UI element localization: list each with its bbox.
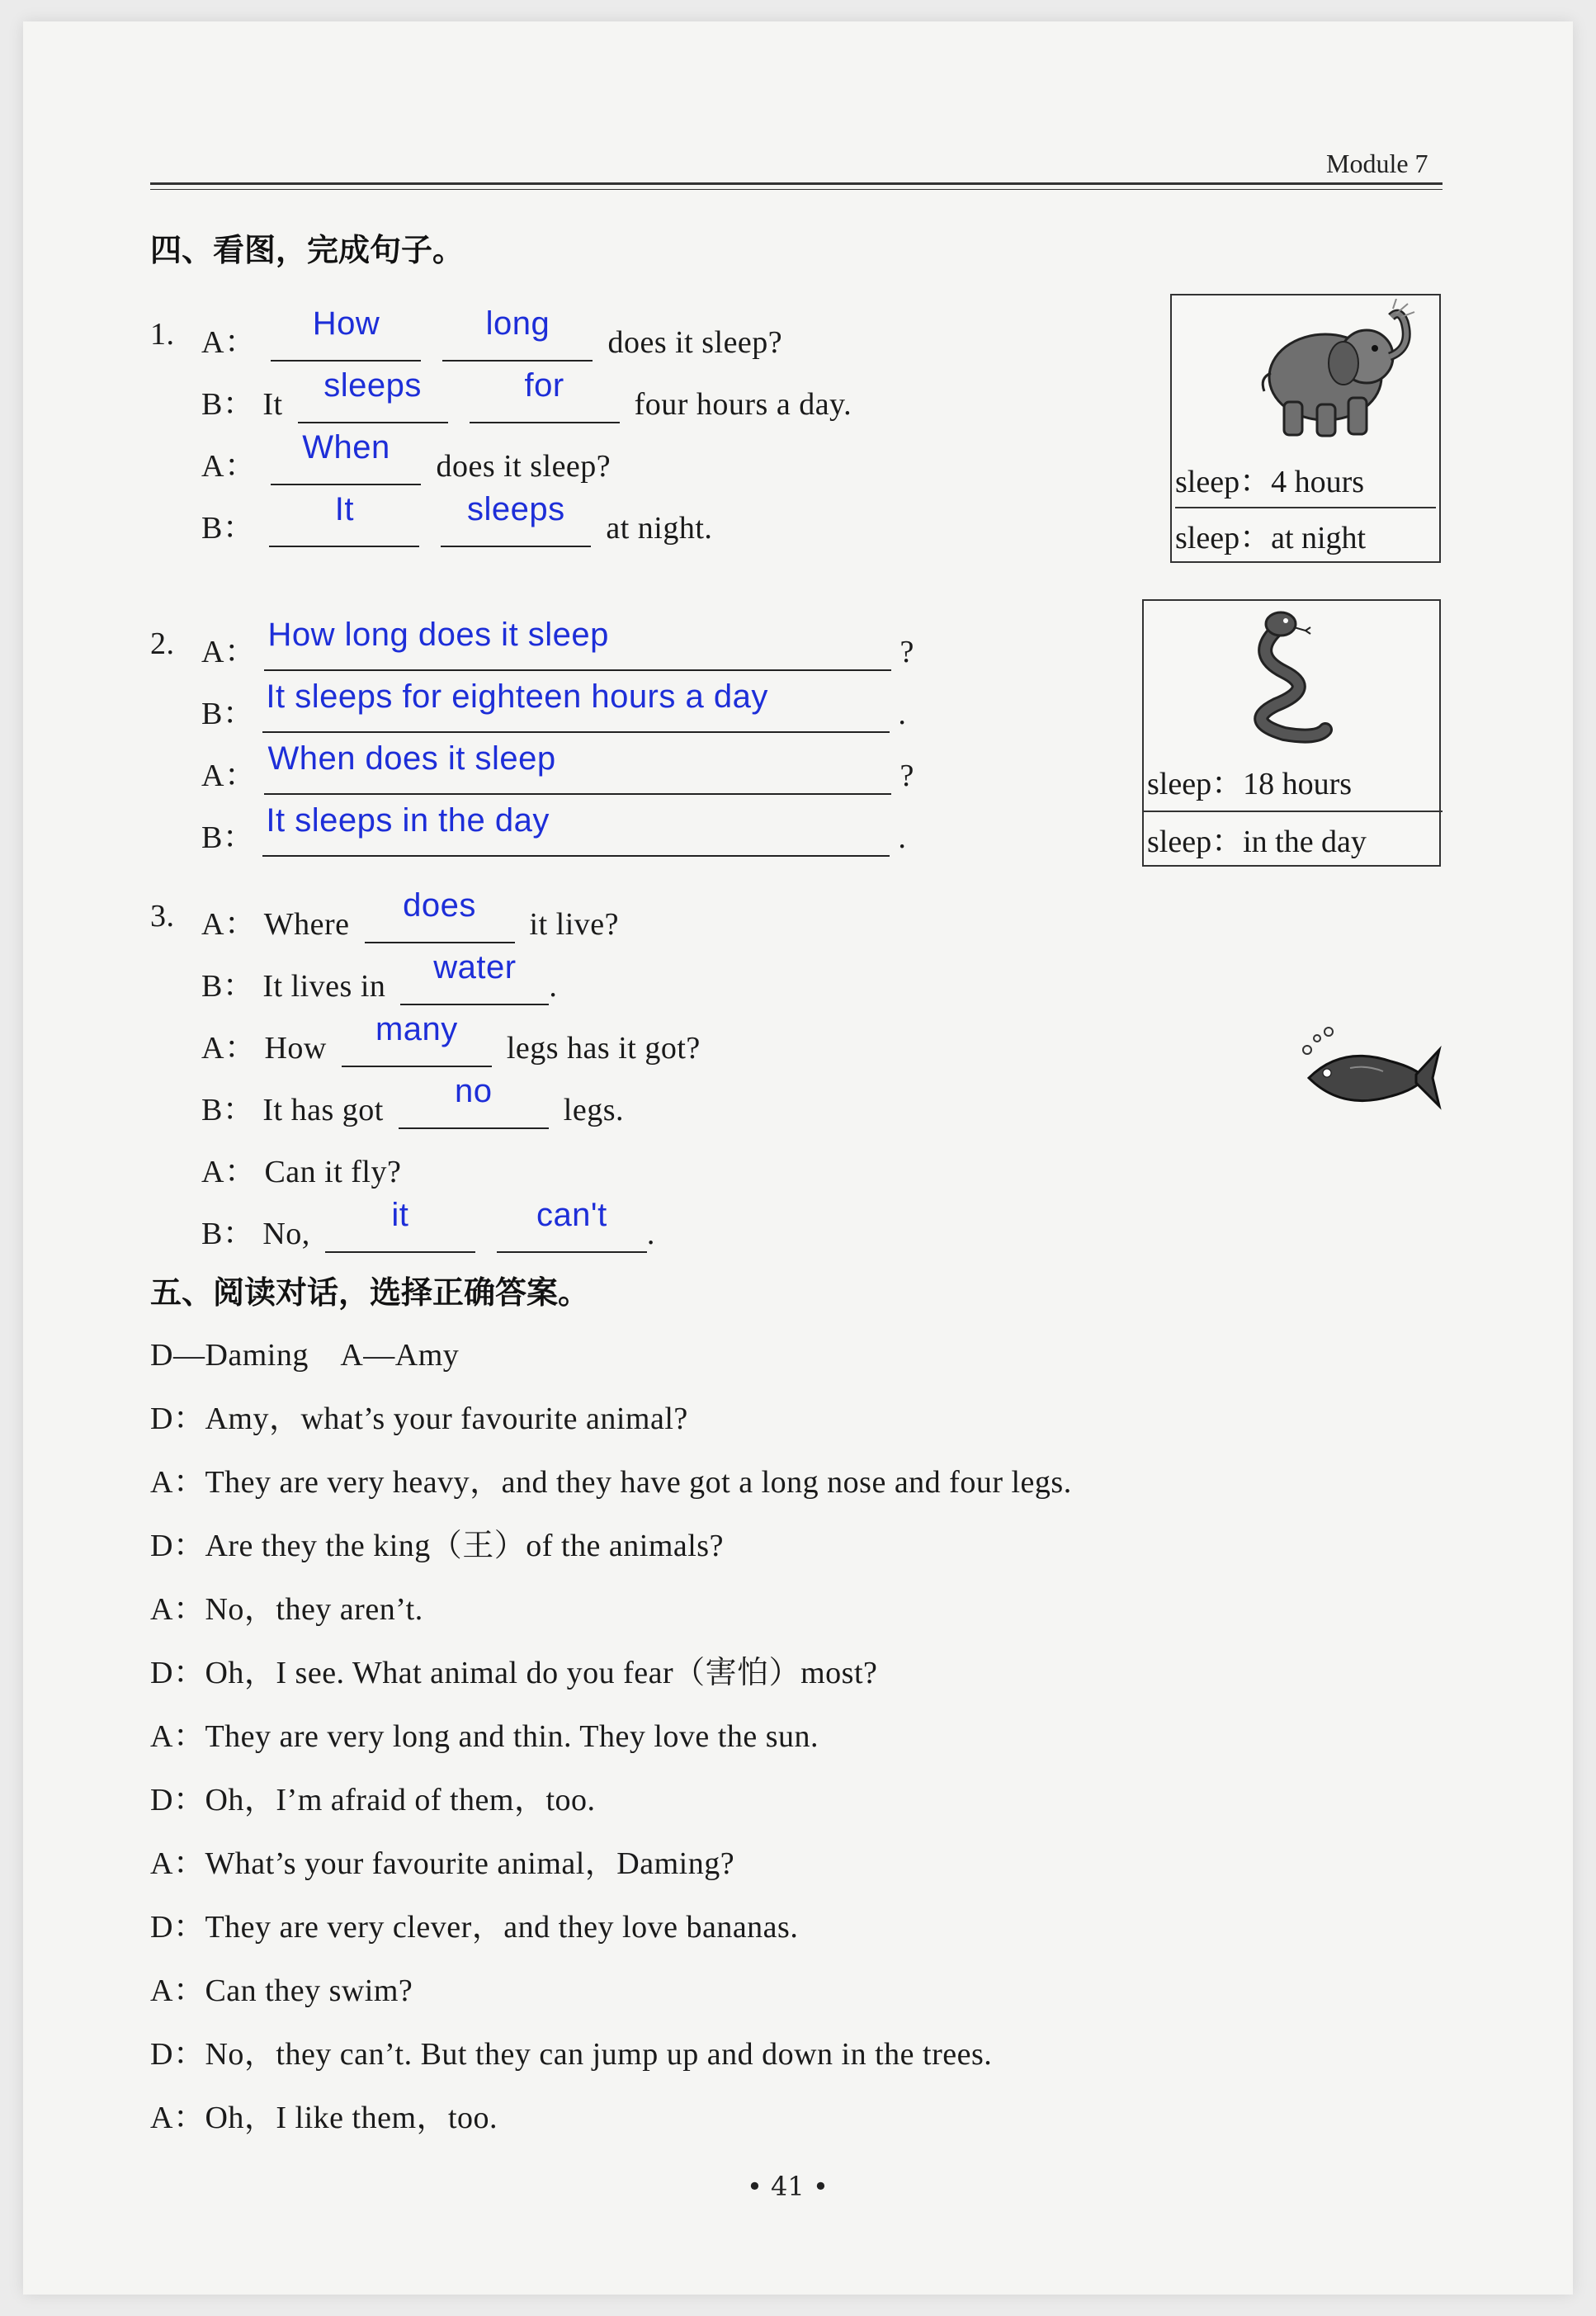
speaker: B： [201,387,255,422]
q2-line3 [201,740,914,795]
speaker: A： [201,325,257,360]
q3-line4 [201,1073,625,1129]
answer-text: water [433,949,517,985]
punctuation: . [549,969,558,1004]
answer-text: long [485,305,550,342]
header-rule-thin [150,189,1443,190]
sentence-text: it live? [529,907,620,942]
q2-line2 [201,678,907,733]
elephant-picture-box [1170,294,1441,563]
sentence-text: four hours a day. [634,387,852,422]
dialogue-line: D：Oh，I’m afraid of them，too. [150,1783,596,1817]
snake-sleep-hours: sleep：18 hours [1147,767,1353,801]
section-4-title: 四、看图，完成句子。 [150,232,465,268]
header-rule [150,182,1443,185]
q3-line3 [201,1011,701,1067]
dialogue-line: A：No，they aren’t. [150,1592,423,1627]
q2-line1 [201,617,914,671]
answer-blank[interactable] [298,367,448,423]
answer-line[interactable] [262,678,890,733]
snake-sleep-time: sleep：in the day [1144,811,1443,861]
q1-line4 [201,491,713,547]
punctuation: . [898,697,907,731]
answer-blank[interactable] [497,1197,647,1253]
module-label: Module 7 [1326,149,1428,178]
sentence-text: at night. [606,511,713,546]
speaker: B： [201,1093,255,1127]
speaker: A： [201,1155,257,1189]
speaker: A： [201,449,257,484]
dialogue-line: A：What’s your favourite animal，Daming? [150,1846,735,1881]
punctuation: ? [900,759,914,793]
elephant-sleep-time: sleep：at night [1175,507,1436,557]
answer-text: can't [536,1197,607,1233]
sentence-text: Can it fly? [264,1155,402,1189]
answer-text: sleeps [323,367,422,404]
dialogue-line: D：No，they can’t. But they can jump up and down in the trees. [150,2037,993,2072]
answer-text: sleeps [467,491,565,527]
answer-text: It sleeps for eighteen hours a day [266,678,768,715]
answer-text: When does it sleep [267,740,556,777]
snake-icon [1226,606,1342,746]
q2-number: 2. [150,626,175,661]
answer-text: it [391,1197,409,1233]
speaker: B： [201,1217,255,1251]
speaker: A： [201,759,257,793]
answer-text: How [312,305,380,342]
dialogue-line: D：Amy，what’s your favourite animal? [150,1401,688,1436]
elephant-sleep-hours: sleep：4 hours [1175,465,1365,499]
q1-number: 1. [150,317,175,352]
answer-blank[interactable] [271,429,421,485]
answer-text: for [524,367,564,404]
q2-line4 [201,802,907,857]
answer-line[interactable] [264,617,891,671]
answer-line[interactable] [262,802,890,857]
answer-blank[interactable] [442,305,593,362]
punctuation: ? [900,635,914,669]
answer-blank[interactable] [271,305,421,362]
answer-blank[interactable] [269,491,419,547]
speaker: B： [201,511,255,546]
answer-line[interactable] [264,740,891,795]
answer-text: does [403,887,476,924]
answer-blank[interactable] [342,1011,492,1067]
answer-text: It sleeps in the day [266,802,550,839]
answer-text: How long does it sleep [267,617,609,653]
q3-line5 [201,1146,401,1191]
answer-blank[interactable] [365,887,515,943]
q3-line1 [201,887,620,943]
speaker: A： [201,907,257,942]
answer-blank[interactable] [399,1073,549,1129]
sentence-text: Where [263,907,350,942]
sentence-text: legs. [563,1093,625,1127]
sentence-text: does it sleep? [607,325,783,360]
speaker: B： [201,697,255,731]
elephant-icon [1251,299,1416,447]
speaker: A： [201,1031,257,1066]
speaker: B： [201,820,255,855]
answer-text: It [334,491,354,527]
sentence-text: It has got [262,1093,384,1127]
answer-blank[interactable] [325,1197,475,1253]
q1-line1 [201,305,783,362]
answer-text: When [302,429,390,466]
dialogue-line: D：Are they the king（王）of the animals? [150,1529,724,1563]
dialogue-line: D—Daming A—Amy [150,1338,460,1373]
fish-icon [1292,1020,1443,1123]
q3-line6 [201,1197,655,1253]
q3-number: 3. [150,899,175,933]
sentence-text: It [262,387,283,422]
q1-line3 [201,429,611,485]
q1-line2 [201,367,852,423]
answer-blank[interactable] [470,367,620,423]
sentence-text: It lives in [262,969,386,1004]
answer-blank[interactable] [441,491,591,547]
answer-text: many [375,1011,458,1047]
punctuation: . [898,820,907,855]
speaker: B： [201,969,255,1004]
punctuation: . [646,1217,655,1251]
sentence-text: No, [262,1217,310,1251]
section-5-title: 五、阅读对话，选择正确答案。 [150,1274,590,1311]
page-number: • 41 • [747,2171,829,2202]
dialogue-line: A：Can they swim? [150,1973,413,2008]
answer-blank[interactable] [400,949,549,1005]
dialogue-line: A：They are very heavy，and they have got a long nose and four legs. [150,1465,1072,1500]
speaker: A： [201,635,257,669]
q3-line2 [201,949,558,1005]
dialogue-line: D：Oh，I see. What animal do you fear（害怕）most? [150,1656,878,1690]
sentence-text: legs has it got? [506,1031,701,1066]
dialogue-line: A：They are very long and thin. They love the sun. [150,1719,819,1754]
dialogue-line: A：Oh，I like them，too. [150,2101,498,2135]
dialogue-line: D：They are very clever，and they love bananas. [150,1910,799,1945]
sentence-text: How [264,1031,327,1066]
sentence-text: does it sleep? [436,449,611,484]
answer-text: no [455,1073,493,1109]
snake-picture-box [1142,599,1441,867]
